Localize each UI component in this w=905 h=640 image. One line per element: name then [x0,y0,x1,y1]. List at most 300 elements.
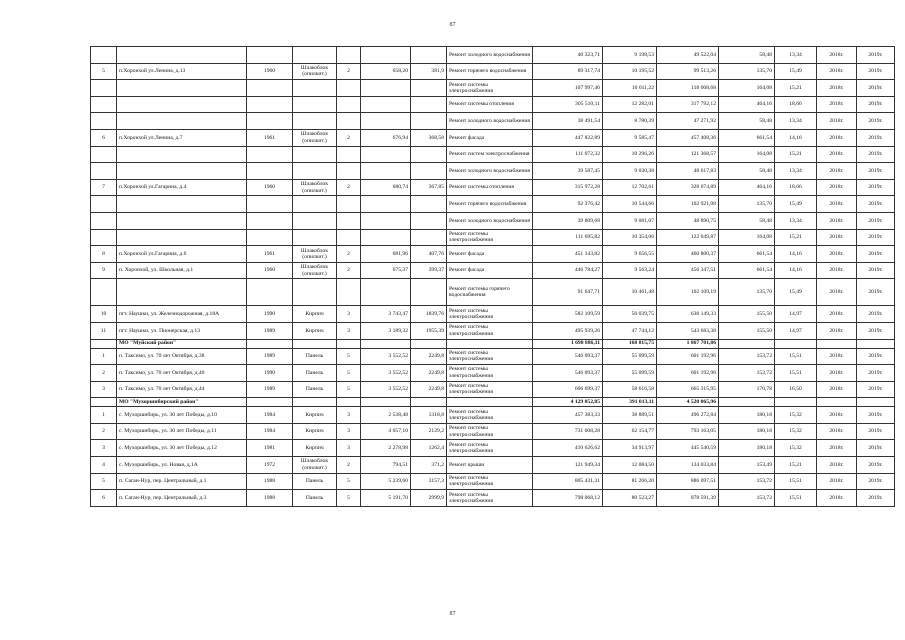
sum-cell: 102 921,08 [657,196,719,213]
start-year-cell: 2018г. [817,80,857,97]
fee-cell: 58 616,58 [603,381,657,398]
end-year-cell: 2019г. [857,80,895,97]
wall-material-cell: Панель [293,365,337,382]
living-area-cell: 2249,8 [411,348,447,365]
unit-cost-cell: 170,78 [719,381,775,398]
start-year-cell: 2018г. [817,423,857,440]
fee-cell: 56 039,75 [603,306,657,323]
row-number: 7 [91,179,117,196]
year-cell: 1972 [247,457,293,474]
row-number [91,80,117,97]
fee-cell: 10 011,22 [603,80,657,97]
sum-cell: 456 347,51 [657,262,719,279]
end-year-cell: 2019г. [857,229,895,246]
total-area-cell: 675,37 [361,262,411,279]
end-year-cell: 2019г. [857,212,895,229]
rate-cell: 15,51 [775,348,817,365]
table-row [91,229,895,246]
work-type-cell: Ремонт системы горячего водоснабжения [447,279,533,306]
end-year-cell: 2019г. [857,322,895,339]
rate-cell: 15,51 [775,490,817,507]
fee-cell: 47 744,12 [603,322,657,339]
sum-cell: 99 513,26 [657,63,719,80]
total-cost-cell: 89 317,74 [533,63,603,80]
sum-cell: 445 540,59 [657,440,719,457]
fee-cell: 38 889,51 [603,407,657,424]
wall-material-cell: Панель [293,473,337,490]
row-number: 2 [91,365,117,382]
work-type-cell: Ремонт системы электроснабжения [447,490,533,507]
work-type-cell: Ремонт системы электроснабжения [447,407,533,424]
sum-cell: 601 192,96 [657,348,719,365]
sum-cell: 48 890,75 [657,212,719,229]
rate-cell: 15,51 [775,473,817,490]
table-row [91,129,895,146]
wall-material-cell: Кирпич [293,322,337,339]
empty-cell [719,339,775,348]
start-year-cell: 2018г. [817,490,857,507]
empty-cell [247,398,293,407]
row-number: 5 [91,473,117,490]
sum-cell: 665 315,95 [657,381,719,398]
row-number [91,47,117,64]
row-number: 5 [91,63,117,80]
total-area-cell: 658,20 [361,63,411,80]
end-year-cell: 2019г. [857,348,895,365]
fee-cell: 81 266,20 [603,473,657,490]
table-row [91,365,895,382]
row-number [91,113,117,130]
work-type-cell: Ремонт холодного водоснабжения [447,212,533,229]
table-row [91,80,895,97]
work-type-cell: Ремонт холодного водоснабжения [447,47,533,64]
empty-cell [361,398,411,407]
empty-cell [719,398,775,407]
total-area-cell [361,146,411,163]
wall-material-cell: Кирпич [293,407,337,424]
sum-cell: 121 368,57 [657,146,719,163]
work-type-cell: Ремонт системы электроснабжения [447,306,533,323]
rate-cell: 15,49 [775,196,817,213]
floors-cell: 3 [337,407,361,424]
living-area-cell [411,47,447,64]
table-row [91,146,895,163]
floors-cell [337,229,361,246]
sum-cell: 886 697,51 [657,473,719,490]
total-cost-cell: 111 072,32 [533,146,603,163]
sum-cell: 134 033,84 [657,457,719,474]
floors-cell: 5 [337,365,361,382]
address-cell: с. Мухоршибирь, ул. 30 лет Победы, д.11 [117,423,247,440]
rate-cell: 14,16 [775,129,817,146]
end-year-cell: 2019г. [857,179,895,196]
floors-cell [337,279,361,306]
address-cell: с. Мухоршибирь, ул. 30 лет Победы, д.10 [117,407,247,424]
floors-cell [337,212,361,229]
start-year-cell: 2018г. [817,212,857,229]
living-area-cell [411,212,447,229]
wall-material-cell [293,229,337,246]
start-year-cell: 2018г. [817,306,857,323]
unit-cost-cell: 155,50 [719,322,775,339]
address-cell [117,113,247,130]
end-year-cell: 2019г. [857,490,895,507]
fee-cell: 55 099,59 [603,365,657,382]
floors-cell: 2 [337,129,361,146]
start-year-cell: 2018г. [817,279,857,306]
empty-cell [447,339,533,348]
wall-material-cell: Панель [293,348,337,365]
rate-cell: 14,16 [775,262,817,279]
section-row [91,398,895,407]
work-type-cell: Ремонт системы электроснабжения [447,348,533,365]
floors-cell: 5 [337,381,361,398]
address-cell: п. Таксимо, ул. 70 лет Октября, д.38 [117,348,247,365]
wall-material-cell: Панель [293,490,337,507]
unit-cost-cell: 661,54 [719,262,775,279]
start-year-cell: 2018г. [817,407,857,424]
wall-material-cell: Кирпич [293,423,337,440]
floors-cell: 2 [337,246,361,263]
total-cost-cell: 38 491,54 [533,113,603,130]
end-year-cell: 2019г. [857,365,895,382]
floors-cell: 5 [337,490,361,507]
address-cell: п. Хоронхой, ул. Школьная, д.1 [117,262,247,279]
fee-cell: 10 195,52 [603,63,657,80]
year-cell: 1989 [247,348,293,365]
table-row [91,440,895,457]
living-area-cell [411,80,447,97]
unit-cost-cell: 661,54 [719,246,775,263]
total-area-cell: 5 239,60 [361,473,411,490]
end-year-cell: 2019г. [857,440,895,457]
fee-cell: 12 084,50 [603,457,657,474]
floors-cell [337,146,361,163]
fee-cell: 9 198,53 [603,47,657,64]
total-area-cell [361,163,411,180]
total-cost-cell: 582 109,59 [533,306,603,323]
rate-cell: 15,51 [775,365,817,382]
total-area-cell: 676,94 [361,129,411,146]
rate-cell: 13,34 [775,113,817,130]
total-area-cell: 794,51 [361,457,411,474]
unit-cost-cell: 464,16 [719,96,775,113]
year-cell [247,212,293,229]
sum-cell: 496 272,84 [657,407,719,424]
floors-cell: 5 [337,348,361,365]
unit-cost-cell: 661,54 [719,129,775,146]
rate-cell: 15,32 [775,423,817,440]
end-year-cell: 2019г. [857,279,895,306]
row-number [91,229,117,246]
fee-cell: 10 296,26 [603,146,657,163]
table-row [91,407,895,424]
year-cell: 1960 [247,63,293,80]
empty-cell [293,339,337,348]
living-area-cell: 2249,8 [411,381,447,398]
rate-cell: 15,32 [775,407,817,424]
unit-cost-cell: 153,72 [719,490,775,507]
row-number: 4 [91,457,117,474]
repair-schedule-table [90,46,895,507]
table-row [91,47,895,64]
year-cell: 1960 [247,262,293,279]
floors-cell [337,163,361,180]
table-row [91,96,895,113]
total-area-cell [361,96,411,113]
floors-cell: 2 [337,63,361,80]
start-year-cell: 2018г. [817,96,857,113]
living-area-cell: 2249,8 [411,365,447,382]
rate-cell: 15,21 [775,146,817,163]
section-sum-cell: 4 520 065,96 [657,398,719,407]
work-type-cell: Ремонт холодного водоснабжения [447,113,533,130]
total-area-cell [361,229,411,246]
address-cell [117,196,247,213]
living-area-cell: 381,9 [411,63,447,80]
work-type-cell: Ремонт системы электроснабжения [447,473,533,490]
living-area-cell: 399,37 [411,262,447,279]
table-row [91,423,895,440]
unit-cost-cell: 155,50 [719,306,775,323]
start-year-cell: 2018г. [817,322,857,339]
table-row [91,457,895,474]
address-cell: пгт. Наушки, ул. Железнодорожная, д.18А [117,306,247,323]
table-row [91,322,895,339]
address-cell: с. Мухоршибирь, ул. Новая, д.1А [117,457,247,474]
end-year-cell: 2019г. [857,381,895,398]
rate-cell: 15,49 [775,279,817,306]
table-row [91,63,895,80]
work-type-cell: Ремонт системы электроснабжения [447,229,533,246]
fee-cell: 10 544,66 [603,196,657,213]
fee-cell: 34 913,97 [603,440,657,457]
total-area-cell [361,196,411,213]
unit-cost-cell: 180,18 [719,423,775,440]
floors-cell: 3 [337,322,361,339]
work-type-cell: Ремонт горячего водоснабжения [447,196,533,213]
living-area-cell: 3157,3 [411,473,447,490]
start-year-cell: 2018г. [817,246,857,263]
living-area-cell [411,279,447,306]
year-cell [247,146,293,163]
rate-cell: 18,66 [775,179,817,196]
wall-material-cell [293,279,337,306]
address-cell: пгт. Наушки, ул. Пионерская, д.13 [117,322,247,339]
year-cell [247,80,293,97]
row-number [91,279,117,306]
living-area-cell: 2999,9 [411,490,447,507]
unit-cost-cell: 135,70 [719,63,775,80]
empty-cell [817,339,857,348]
total-cost-cell: 447 822,89 [533,129,603,146]
living-area-cell [411,229,447,246]
work-type-cell: Ремонт системы отопления [447,96,533,113]
unit-cost-cell: 180,18 [719,440,775,457]
end-year-cell: 2019г. [857,129,895,146]
row-number [91,212,117,229]
total-area-cell: 3 552,52 [361,365,411,382]
work-type-cell: Ремонт крыши [447,457,533,474]
sum-cell: 317 792,12 [657,96,719,113]
table-row [91,348,895,365]
rate-cell: 15,21 [775,80,817,97]
end-year-cell: 2019г. [857,423,895,440]
section-number-cell [91,339,117,348]
row-number: 11 [91,322,117,339]
work-type-cell: Ремонт фасада [447,246,533,263]
address-cell: п. Таксимо, ул. 70 лет Октября, д.44 [117,381,247,398]
total-area-cell: 3 743,47 [361,306,411,323]
address-cell: п. Таксимо, ул. 70 лет Октября, д.40 [117,365,247,382]
section-total-cell: 4 129 052,85 [533,398,603,407]
row-number: 10 [91,306,117,323]
total-cost-cell: 606 699,37 [533,381,603,398]
work-type-cell: Ремонт фасада [447,129,533,146]
total-cost-cell: 40 323,71 [533,47,603,64]
total-area-cell [361,47,411,64]
living-area-cell: 1839,76 [411,306,447,323]
address-cell: п.Хоронхой ул.Гагарина, д.4 [117,179,247,196]
total-area-cell [361,279,411,306]
unit-cost-cell: 153,72 [719,473,775,490]
fee-cell: 62 154,77 [603,423,657,440]
sum-cell: 328 674,89 [657,179,719,196]
unit-cost-cell: 58,48 [719,212,775,229]
sum-cell: 460 800,37 [657,246,719,263]
address-cell [117,47,247,64]
total-cost-cell: 107 997,46 [533,80,603,97]
address-cell [117,229,247,246]
fee-cell: 10 461,48 [603,279,657,306]
rate-cell: 14,16 [775,246,817,263]
sum-cell: 47 271,92 [657,113,719,130]
fee-cell: 80 523,27 [603,490,657,507]
year-cell: 1989 [247,322,293,339]
section-fee-cell: 168 815,75 [603,339,657,348]
work-type-cell: Ремонт системы электроснабжения [447,440,533,457]
wall-material-cell [293,196,337,213]
total-area-cell: 2 278,98 [361,440,411,457]
empty-cell [411,339,447,348]
unit-cost-cell: 135,70 [719,279,775,306]
end-year-cell: 2019г. [857,146,895,163]
start-year-cell: 2018г. [817,229,857,246]
rate-cell: 15,32 [775,440,817,457]
row-number [91,96,117,113]
total-area-cell: 681,96 [361,246,411,263]
empty-cell [817,398,857,407]
wall-material-cell: Панель [293,381,337,398]
unit-cost-cell: 464,16 [719,179,775,196]
sum-cell: 48 617,83 [657,163,719,180]
total-cost-cell: 111 695,82 [533,229,603,246]
unit-cost-cell: 153,72 [719,348,775,365]
total-area-cell: 3 189,32 [361,322,411,339]
fee-cell: 12 702,61 [603,179,657,196]
section-title-cell: МО "Мухоршибирский район" [117,398,247,407]
row-number [91,163,117,180]
table-row [91,246,895,263]
sum-cell: 49 522,04 [657,47,719,64]
start-year-cell: 2018г. [817,348,857,365]
row-number: 2 [91,423,117,440]
start-year-cell: 2018г. [817,179,857,196]
rate-cell: 15,49 [775,63,817,80]
year-cell: 1990 [247,365,293,382]
row-number: 3 [91,440,117,457]
wall-material-cell: Шлакоблок (опилкит.) [293,129,337,146]
rate-cell: 14,97 [775,306,817,323]
total-cost-cell: 410 626,62 [533,440,603,457]
total-cost-cell: 798 068,12 [533,490,603,507]
total-cost-cell: 805 431,31 [533,473,603,490]
floors-cell [337,80,361,97]
year-cell [247,113,293,130]
living-area-cell: 367,85 [411,179,447,196]
total-cost-cell: 39 809,68 [533,212,603,229]
section-row [91,339,895,348]
rate-cell: 14,97 [775,322,817,339]
unit-cost-cell: 164,08 [719,229,775,246]
year-cell [247,196,293,213]
table-row [91,196,895,213]
wall-material-cell: Шлакоблок (опилкит.) [293,179,337,196]
living-area-cell [411,196,447,213]
year-cell: 1960 [247,179,293,196]
table-row [91,179,895,196]
wall-material-cell [293,80,337,97]
work-type-cell: Ремонт фасада [447,262,533,279]
start-year-cell: 2018г. [817,63,857,80]
wall-material-cell [293,146,337,163]
end-year-cell: 2019г. [857,306,895,323]
rate-cell: 18,66 [775,96,817,113]
sum-cell: 601 192,96 [657,365,719,382]
row-number: 3 [91,381,117,398]
end-year-cell: 2019г. [857,63,895,80]
unit-cost-cell: 153,72 [719,365,775,382]
year-cell: 1988 [247,473,293,490]
floors-cell [337,47,361,64]
row-number: 6 [91,490,117,507]
wall-material-cell: Шлакоблок (опилкит.) [293,457,337,474]
fee-cell: 9 585,47 [603,129,657,146]
wall-material-cell [293,163,337,180]
total-cost-cell: 92 376,42 [533,196,603,213]
start-year-cell: 2018г. [817,163,857,180]
sum-cell: 878 591,39 [657,490,719,507]
work-type-cell: Ремонт системы электроснабжения [447,365,533,382]
wall-material-cell: Шлакоблок (опилкит.) [293,262,337,279]
total-cost-cell: 39 587,45 [533,163,603,180]
start-year-cell: 2018г. [817,457,857,474]
total-cost-cell: 446 784,27 [533,262,603,279]
address-cell: п. Саган-Нур, пер. Центральный, д.1 [117,473,247,490]
total-cost-cell: 121 949,34 [533,457,603,474]
row-number [91,196,117,213]
table-row [91,473,895,490]
year-cell: 1961 [247,129,293,146]
floors-cell: 3 [337,440,361,457]
work-type-cell: Ремонт горячего водоснабжения [447,63,533,80]
total-area-cell: 680,74 [361,179,411,196]
start-year-cell: 2018г. [817,473,857,490]
end-year-cell: 2019г. [857,262,895,279]
end-year-cell: 2019г. [857,163,895,180]
end-year-cell: 2019г. [857,457,895,474]
rate-cell: 13,34 [775,163,817,180]
